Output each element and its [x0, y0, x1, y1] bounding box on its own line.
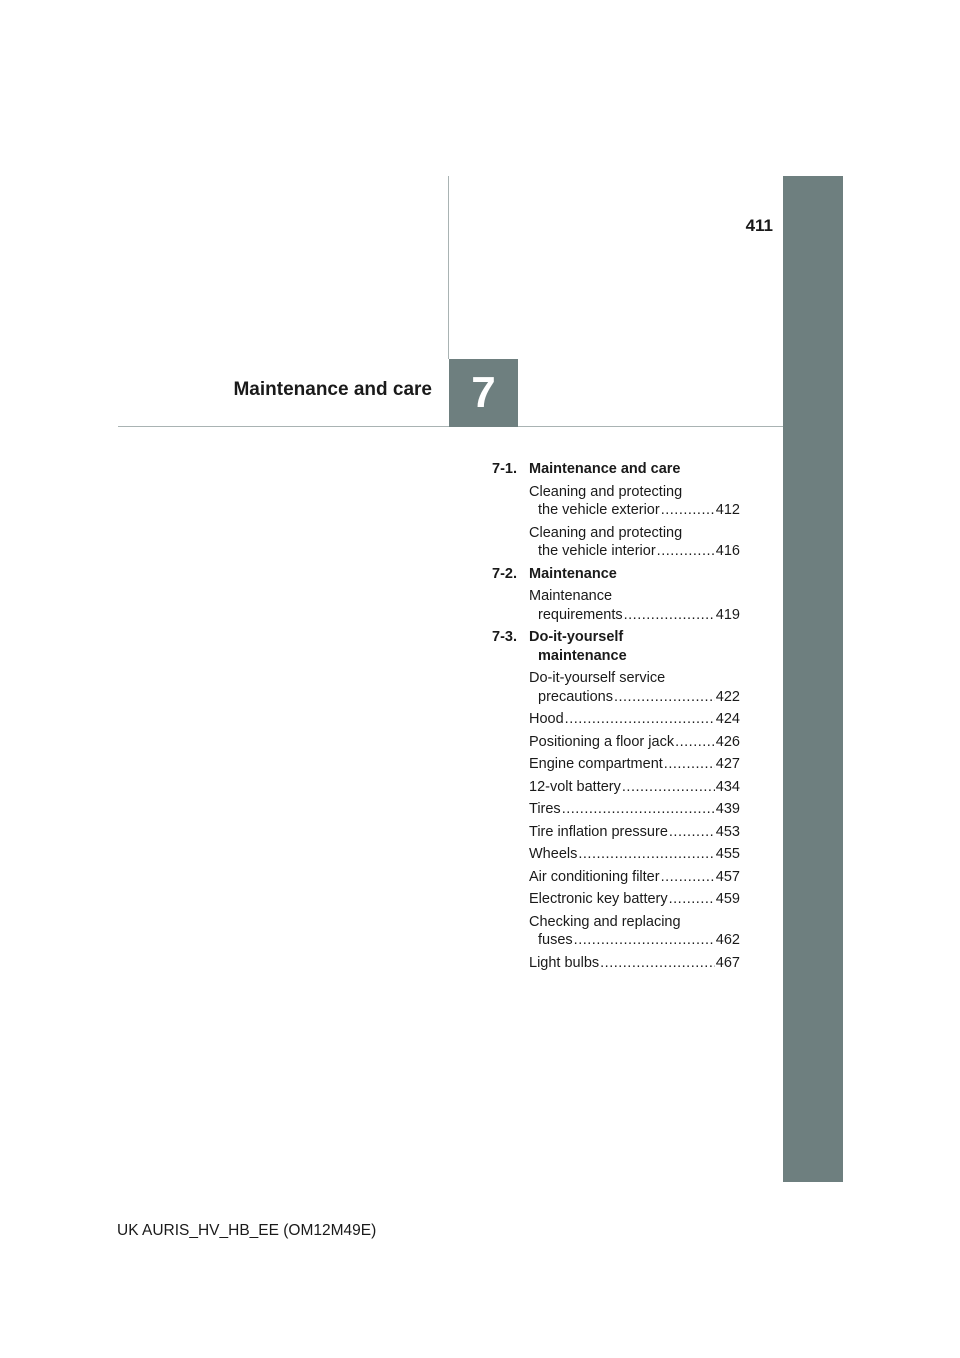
toc-entry-line [529, 778, 740, 797]
toc-entry-page: 455 [715, 846, 740, 862]
toc-entry-title: Light bulbs [529, 954, 600, 971]
toc-entry-title-continued: fuses [538, 932, 573, 948]
toc-entry[interactable] [492, 823, 740, 842]
toc-entry-page: 426 [715, 733, 740, 750]
toc-entry-title: Tires [529, 801, 561, 817]
toc-entry[interactable] [492, 483, 740, 520]
toc-entry[interactable] [492, 778, 740, 797]
toc-entry-line [529, 606, 740, 625]
toc-entry-line [529, 710, 740, 729]
toc-section-heading[interactable] [492, 565, 740, 584]
toc-entry-page: 412 [715, 502, 740, 518]
toc-entry-title: Cleaning and protecting [529, 524, 683, 541]
dot-leader [661, 868, 715, 887]
dot-leader [614, 688, 715, 707]
toc-section [492, 565, 740, 625]
toc-entry-title: Electronic key battery [529, 891, 668, 907]
toc-entry-page: 416 [715, 543, 740, 559]
dot-leader [675, 733, 715, 752]
toc-section [492, 628, 740, 972]
chapter-number: 7 [471, 368, 496, 417]
toc-entry-title: Hood [529, 711, 564, 727]
toc-entry-line [529, 800, 740, 819]
toc-entry-title: Maintenance [529, 588, 613, 604]
toc-entry-title: Air conditioning filter [529, 868, 660, 885]
chapter-title: Maintenance and care [233, 379, 432, 400]
toc-entry-page: 422 [715, 688, 740, 705]
vertical-divider [448, 176, 449, 359]
chapter-side-tab [783, 176, 843, 1182]
dot-leader [664, 755, 715, 774]
toc-entry[interactable] [492, 890, 740, 909]
toc-section [492, 460, 740, 561]
toc-entry-line [529, 755, 740, 774]
table-of-contents [492, 460, 740, 976]
toc-entry-page: 424 [715, 711, 740, 727]
toc-entry-line [529, 931, 740, 950]
toc-entry-page: 462 [715, 932, 740, 948]
toc-entry-page: 467 [715, 954, 740, 971]
toc-entry-title: Tire inflation pressure [529, 823, 668, 840]
section-title: Maintenance and care [529, 461, 681, 477]
toc-entry-page: 434 [715, 778, 740, 795]
toc-entry-title: Checking and replacing [529, 913, 681, 930]
toc-section-heading[interactable] [492, 628, 740, 665]
toc-entry[interactable] [492, 954, 740, 973]
toc-entry-line [529, 501, 740, 520]
section-number: 7-3. [492, 629, 517, 645]
toc-entry[interactable] [492, 800, 740, 819]
dot-leader [661, 501, 715, 520]
toc-entry-title: Engine compartment [529, 756, 663, 772]
toc-entry[interactable] [492, 587, 740, 624]
toc-entry-page: 457 [715, 868, 740, 885]
toc-entry-page: 453 [715, 823, 740, 840]
dot-leader [657, 542, 715, 561]
toc-entry-title: Cleaning and protecting [529, 483, 683, 500]
toc-entry-line [529, 733, 740, 752]
toc-entry-page: 459 [715, 891, 740, 907]
toc-entry[interactable] [492, 755, 740, 774]
toc-entry-line [529, 542, 740, 561]
dot-leader [600, 954, 715, 973]
section-title: Do-it-yourself [529, 629, 624, 645]
toc-entry-title: Positioning a floor jack [529, 733, 675, 750]
section-number: 7-1. [492, 461, 517, 477]
document-footer: UK AURIS_HV_HB_EE (OM12M49E) [117, 1222, 377, 1239]
toc-entry[interactable] [492, 733, 740, 752]
dot-leader [578, 845, 714, 864]
toc-entry-line [529, 823, 740, 842]
toc-entry[interactable] [492, 868, 740, 887]
toc-entry-line [529, 890, 740, 909]
toc-entry-title-continued: requirements [538, 606, 623, 623]
toc-entry-title-continued: precautions [538, 688, 613, 705]
dot-leader [574, 931, 715, 950]
toc-entry-page: 427 [715, 756, 740, 772]
dot-leader [565, 710, 715, 729]
toc-entry-line [529, 688, 740, 707]
chapter-number-badge [449, 359, 518, 427]
toc-entry-title-continued: the vehicle interior [538, 543, 656, 559]
dot-leader [669, 823, 715, 842]
toc-entry[interactable] [492, 524, 740, 561]
toc-entry-line [529, 954, 740, 973]
dot-leader [562, 800, 715, 819]
toc-section-heading[interactable] [492, 460, 740, 479]
toc-entry-page: 419 [715, 606, 740, 623]
toc-entry-title-continued: the vehicle exterior [538, 502, 660, 518]
toc-entry-line [529, 845, 740, 864]
toc-entry-title: Do-it-yourself service [529, 670, 666, 686]
toc-entry-line [529, 868, 740, 887]
dot-leader [622, 778, 715, 797]
toc-entry-title: 12-volt battery [529, 778, 621, 795]
section-number: 7-2. [492, 565, 517, 582]
section-title-continued: maintenance [538, 647, 627, 664]
toc-entry[interactable] [492, 710, 740, 729]
dot-leader [624, 606, 715, 625]
page-number: 411 [745, 216, 773, 235]
toc-entry-page: 439 [715, 801, 740, 817]
section-title: Maintenance [529, 565, 617, 582]
toc-entry[interactable] [492, 669, 740, 706]
toc-entry[interactable] [492, 913, 740, 950]
toc-entry-title: Wheels [529, 846, 578, 862]
toc-entry[interactable] [492, 845, 740, 864]
dot-leader [669, 890, 715, 909]
